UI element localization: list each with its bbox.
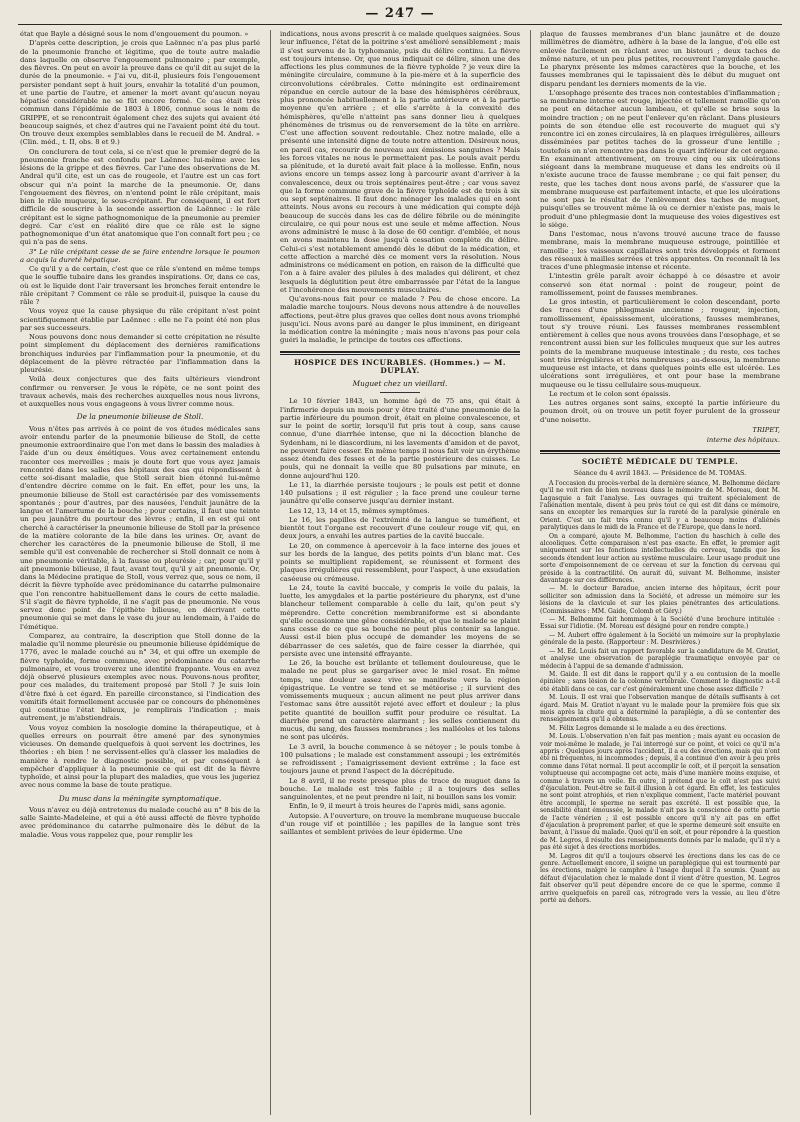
signature-title: interne des hôpitaux. — [706, 436, 780, 444]
paragraph: état que Bayle a désigné sous le nom d'engouement du poumon. » — [20, 30, 249, 38]
paragraph: Les 12, 13, 14 et 15, mêmes symptômes. — [289, 506, 430, 515]
paragraph: M. Félix Legros demande si le malade a eu des érections. — [549, 724, 727, 732]
paragraph: Qu'avons-nous fait pour ce malade ? Peu de chose encore. La maladie marche toujours. Nous devons nous attendre à de nouvelles affections, peut-être plus graves que celles dont nous avons triomphé jusqu'ici. Nous avons paré au danger le plus imminent, en dirigeant la médication contre la méningite ; mais nous n'avons pas pour cela guéri la maladie, le principe de toutes ces affections. — [280, 295, 520, 345]
paragraph: — M. Belhomme fait hommage à la Société d'une brochure intitulée : Essai sur l'idiotie. (M. Moreau est désigné pour en rendre compte.) — [540, 616, 780, 631]
section-title: HOSPICE DES INCURABLES. (Hommes.) — M. DUPLAY. — [294, 357, 506, 375]
paragraph: D'après cette description, je crois que Laënnec n'a pas plus parlé de la pneumonie franche et légitime, que de toute autre maladie dans laquelle on observe l'engouement pulmonaire ; par exemple, des fièvres. On peut en avoir la preuve dans ce qu'il dit au sujet de la durée de la pneumonie. « J'ai vu, dit-il, plusieurs fois l'engouement persister pendant sept à huit jours, envahir la totalité d'un poumon, et une partie de l'autre, et amener la mort avant qu'aucun noyau hépatisé considérable ne se fût encore formé. Ce cas était très commun dans l'épidémie de 1803 à 1806, connue sous le nom de GRIPPE, et se rencontrait également chez des sujets qui avaient été beaucoup saignés, et chez d'autres qui ne l'avaient point été du tout. On trouve deux exemples semblables dans le recueil de M. Andral. » (Clin. méd., t. II, obs. 8 et 9.) — [20, 39, 260, 147]
paragraph: — M. le docteur Baradue, ancien interne des hôpitaux, écrit pour solliciter son admission dans la Société, et adresse un mémoire sur les lésions de la clavicule et sur les plaies pénétrantes des articulations. (Commissaires : MM. Gaide, Colomb et Géry.) — [540, 585, 780, 615]
column-divider — [270, 30, 271, 1115]
paragraph: Le 20, on commence à apercevoir à la face interne des joues et sur les bords de la langue, des petits points d'un blanc mat. Ces points se multiplient rapidement, se réunissent et forment des plaques irrégulières qui ressemblent, pour l'aspect, à une exsudation caséeuse ou crémeuse. — [280, 541, 520, 583]
paragraph: On conclurera de tout cela, si ce n'est que le premier degré de la pneumonie franche est confondu par Laënnec lui-même avec les lésions de la grippe et des fièvres. Car l'une des observations de M. Andral qu'il cite, est un cas de rougeole, et l'autre est un cas fort obscur qui n'a point la marche de la pneumonie. Or, dans l'engouement des fièvres, on n'entend point le râle crépitant, mais bien le râle muqueux, le sous-crépitant. Par conséquent, il est fort difficile de souscrire à la seconde assertion de Laënnec : le râle crépitant est le signe pathognomonique de la pneumonie au premier degré. Car c'est en réalité dire que ce râle est le signe pathognomonique d'un état anatomique que l'on connaît fort peu ; ce qui n'a pas de sens. — [20, 147, 260, 247]
paragraph: Vous n'êtes pas arrivés à ce point de vos études médicales sans avoir entendu parler de la pneumonie bilieuse de Stoll, de cette pneumonie extraordinaire que l'on met dans le bassin des maladies à l'aide d'un ou deux émétiques. Vous avez certainement entendu raconter ces merveilles ; mais je doute fort que vous ayez jamais rencontré dans les salles des hôpitaux des cas qui répondissent à cette soi-disant maladie, que Stoll serait bien étonné lui-même d'entendre décrire comme on le fait. En effet, pour les uns, la pneumonie bilieuse de Stoll est caractérisée par des vomissements spontanés ; pour d'autres, par des nausées, l'enduit jaunâtre de la langue et l'amertume de la bouche ; pour certains, il faut une teinte un peu jaunâtre du pourtour des lèvres ; enfin, il en est qui ont cherché à caractériser la pneumonie bilieuse de Stoll par la présence de la matière colorante de la bile dans les urines. Or, avant de chercher les caractères de la pneumonie bilieuse de Stoll, il me semble qu'il est convenable de rechercher si Stoll donnait ce nom à une pneumonie véritable, à la fausse ou pleurésie ; car, pour qu'il y ait pneumonie bilieuse, il faut, avant tout, qu'il y ait pneumonie. Or, dans la Médecine pratique de Stoll, vous verrez que, sous ce nom, il décrit la fièvre typhoïde avec prédominance du catarrhe pulmonaire que l'on rencontre habituellement dans le cours de cette maladie. S'il s'agit de fièvre typhoïde, il ne s'agit pas de pneumonie. Ne vous servez donc point de l'épithète bilieuse, en décrivant cette pneumonie qui se met dans le vase du jour au lendemain, à l'aide de l'émétique. — [20, 424, 260, 631]
subheading: Du musc dans la méningite symptomatique. — [58, 793, 222, 803]
paragraph: Le 16, les papilles de l'extrémité de la langue se tuméfient, et bientôt tout l'organe est recouvert d'une couleur rouge vif, qui, en deux jours, a envahi les autres parties de la cavité buccale. — [280, 515, 520, 541]
paragraph: Le 3 avril, la bouche commence à se nétoyer ; le pouls tombe à 100 pulsations ; le malade est constamment assoupi ; les extrémités se refroidissent ; l'amaigrissement devient extrême ; la face est toujours jaune et prend l'aspect de la décrépitude. — [280, 742, 520, 776]
paragraph: M. Gaide. Il est dit dans le rapport qu'il y a eu contusion de la moelle épinière ; sans lésion de la colonne vertébrale. Comment le diagnostic a-t-il été établi dans ce cas, car c'est généralement une chose assez difficile ? — [540, 670, 780, 693]
section-title: SOCIÉTÉ MÉDICALE DU TEMPLE. — [581, 457, 739, 467]
paragraph: M. Louis. Il est vrai que l'observation manque de détails suffisants à cet égard. Mais M. Gratiot n'ayant vu le malade pour la première fois que six mois après la chute qui a déterminé la paraplégie, a dû se contenter des renseignements qu'il a obtenus. — [540, 694, 780, 724]
paragraph: Nous pouvons donc nous demander si cette crépitation ne résulte point simplement du déplacement des dernières ramifications bronchiques indurées par l'inflammation pour la pneumonie, et du déplacement de la plèvre rétractée par l'inflammation dans la pleurésie. — [20, 333, 260, 374]
header-rule — [18, 24, 782, 25]
minutes-text — [540, 480, 780, 905]
signature-name: TRIPET, — [752, 425, 780, 434]
paragraph: plaque de fausses membranes d'un blanc jaunâtre et de douze millimètres de diamètre, adhère à la base de la langue, d'où elle est enlevée facilement en râclant avec un bistouri ; deux taches de même nature, et un peu plus petites, recouvrent l'amygdale gauche. Le pharynx présente les mêmes caractères que la bouche, et les fausses membranes qui le tapissaient dès le début du muguet ont disparu pendant les derniers moments de la vie. — [540, 30, 780, 88]
subheading: De la pneumonie bilieuse de Stoll. — [76, 412, 204, 422]
section-rule — [280, 351, 520, 355]
paragraph: M. Louis. L'observation n'en fait pas mention ; mais ayant eu occasion de voir moi-même le malade, je l'ai interrogé sur ce point, et voici ce qu'il m'a appris : Quelques jours après l'accident, il a eu des érections, mais qui n'ont été ni fréquentes, ni incommodes ; depuis, il a continué d'en avoir à peu près comme dans l'état normal. Il peut accomplir le coït, et il perçoit la sensation voluptueuse qui accompagne cet acte, mais d'une manière moins exquise, et comme à travers un voile. En outre, il prétend que le coït n'est pas suivi d'éjaculation. Peut-être se fait-il illusion à cet égard. En effet, les testicules ne sont point atrophiés, et rien n'explique comment, l'acte matériel pouvant être accompli, le sperme ne serait pas excrété. Il est possible que, la sensibilité étant émoussée, le malade n'ait pas la conscience de cette partie de l'acte vénérien ; il est possible encore qu'il n'y ait pas en effet d'éjaculation à proprement parler, et que le sperme demeuré soit ensuite en bavant, à l'issue du malade. Quoi qu'il en soit, et pour répondre à la question de M. Legros, il résulte des renseignements donnés par le malade, qu'il n'y a pas été sujet à des érections morbides. — [540, 733, 780, 852]
paragraph: Comparez, au contraire, la description que Stoll donne de la maladie qu'il nomme pleurésie ou pneumonie bilieuse épidémique de 1776, avec le malade couché au n° 34, et qui offre un exemple de fièvre typhoïde, forme commune, avec prédominance du catarrhe pulmonaire, et vous trouverez une identité frappante. Vous en avez déjà observé plusieurs exemples avec nous. Pouvons-nous profiter, pour ces malades, du traitement proposé par Stoll ? Je suis loin d'être fixé à cet égard. En pareille circonstance, si l'indication des vomitifs était formellement accusée par ce concours de phénomènes qui constitue l'état bilieux, je remplirais l'indication ; mais autrement, je m'abstiendrais. — [20, 631, 260, 723]
column-divider — [530, 30, 531, 1115]
session-meta: Séance du 4 avril 1843. — Présidence de M. TOMAS. — [573, 468, 747, 477]
paragraph: Le 26, la bouche est brûlante et tellement douloureuse, que le malade ne peut plus se gargariser avec le miel rosat. En même temps, une douleur assez vive se manifeste vers la région épigastrique. Le ventre se tend et se météorise ; il survient des vomissements muqueux ; aucun aliment ne peut plus arriver dans l'estomac sans être aussitôt rejeté avec effort et douleur ; la plus petite quantité de bouillon suffit pour produire ce résultat. La diarrhée prend un caractère alarmant ; les selles contiennent du mucus, du sang, des fausses membranes ; les malléoles et les talons ne sont pas ulcérés. — [280, 659, 520, 742]
paragraph: Dans l'estomac, nous n'avons trouvé aucune trace de fausse membrane, mais la membrane muqueuse estrouge, pointillée et ramollie ; les vaisseaux capillaires sont très développés et forment des réseaux à mailles serrées et très apparentes. On reconnaît là les traces d'une phlegmasie intense et récente. — [540, 230, 780, 271]
paragraph: Le 8 avril, il ne reste presque plus de trace de muguet dans la bouche. Le malade est très faible ; il a toujours des selles sanguinolentes, et ne peut prendre ni lait, ni bouillon sans les vomir. — [280, 776, 520, 801]
divider — [380, 392, 420, 393]
paragraph: Vous n'avez eu déjà entretenus du malade couché au n° 8 bis de la salle Sainte-Madeleine, et qui a été aussi affecté de fièvre typhoïde avec prédominance du catarrhe pulmonaire dès le début de la maladie. Vous vous rappelez que, pour remplir les — [20, 805, 260, 839]
column-2 — [280, 30, 520, 1115]
paragraph: L'œsophage présente des traces non contestables d'inflammation ; sa membrane interne est rouge, injectée et tellement ramollie qu'on ne peut en détacher aucun lambeau, et qu'elle se brise sous la moindre traction ; on ne peut l'enlever qu'en râclant. Dans plusieurs points de son étendue elle est recouverte de muguet qui s'y rencontre ici en zones circulaires, là en plaques irrégulières, ailleurs disséminées par petites taches de la grosseur d'une lentille ; toutefois on n'en rencontre pas dans le quart inférieur de cet organe. En examinant attentivement, on trouve cinq ou six ulcérations siégeant dans la membrane muqueuse et dans les endroits où il n'existe aucune trace de fausse membrane ; ce qui fait penser, du reste, que les taches dont nous avons parlé, de s'assurer que la membrane muqueuse est parfaitement intacte, et que les ulcérations ne sont pas le résultat de l'enlèvement des taches de muguet, puisqu'elles se trouvent même là où ce dernier n'existe pas, mais le produit d'une phlegmasie dont la muqueuse des voies digestives est le siège. — [540, 88, 780, 229]
column-3 — [540, 30, 780, 1115]
paragraph: indications, nous avons prescrit à ce malade quelques saignées. Sous leur influence, l'état de la poitrine s'est amélioré sensiblement ; mais il s'est survenu de la typhomanie, puis du délire continu. La fièvre est toujours intense. Or, que nous indiquait ce délire, sinon une des affections les plus communes de la fièvre typhoïde ? je veux dire la méningite circulaire, commune à la pie-mère et à la superficie des circonvolutions cérébrales. Cette méningite est ordinairement répandue en cercle autour de la base des hémisphères cérébraux, plus prononcée habituellement à la partie antérieure et à la partie moyenne qu'en arrière ; et elle s'arrête à la convexité des hémisphères, qu'elle n'atteint pas sans donner lieu à quelques phénomènes de trismus ou de renversement de la tête en arrière. C'est une affection souvent redoutable. Chez notre malade, elle a présenté une intensité digne de toute notre attention. Désireux nous, en pareil cas, recourir de nouveau aux émissions sanguines ? Mais les forces vitales ne nous le permettaient pas. Le pouls avait perdu sa plénitude, et la dureté avait fait place à la mollesse. Enfin, nous avions encore un temps assez long à parcourir avant d'arriver à la convalescence, deux ou trois septénaires peut-être ; car vous savez que la forme commune grave de la fièvre typhoïde est de trois à six ou sept septénaires. Il faut donc ménager les malades qui en sont atteints. Nous avons eu recours à une médication qui compte déjà beaucoup de succès dans les cas de délire fébrile ou de méningite circulaire, ce qui pour nous est une seule et même affection. Nous avons administré le musc à la dose de 60 centigr. d'emblée, et nous en avons maintenu la dose jusqu'à cessation complète du délire. Celui-ci s'est notablement amendé dès le début de la médication, et cette affection a marché dès ce moment vers la résolution. Nous administrons ce médicament en potion, en raison de la difficulté que l'on a à faire avaler des pilules à des malades qui délirent, et chez lesquels la déglutition peut être embarrassée par l'état de la langue et l'incohérence des mouvements musculaires. — [280, 30, 520, 294]
paragraph: Vous voyez que la cause physique du râle crépitant n'est point scientifiquement établie par Laënnec : elle ne l'a point été non plus par ses successeurs. — [20, 307, 260, 332]
paragraph: Voilà deux conjectures que des faits ultérieurs viendront confirmer ou renverser. Je vous le répète, ce ne sont point des travaux achevés, mais des recherches auxquelles nous nous livrons, et auxquelles nous vous engageons à vous livrer comme nous. — [20, 375, 260, 408]
paragraph: L'intestin grêle paraît avoir échappé à ce désastre et avoir conservé son état normal : point de rougeur, point de ramollissement, point de fausses membranes. — [540, 272, 780, 297]
paragraph: 3° Le râle crépitant cesse de se faire entendre lorsque le poumon a acquis la dureté hépatique. — [20, 247, 260, 264]
section-rule — [540, 450, 780, 454]
paragraph: Enfin, le 9, il meurt à trois heures de l'après midi, sans agonie. — [289, 802, 507, 811]
paragraph: On a comparé, ajoute M. Belhomme, l'action du haschich à celle des alcooliques. Cette comparaison n'est pas exacte. En effet, le premier agit uniquement sur les fonctions intellectuelles du cerveau, tandis que les seconds étendent leur action au système musculaire. Leur usage produit une sorte d'empoisonnement de ce cerveau et sur la fonction du cerveau qui préside à la contractilité. On aurait dû, suivant M. Belhomme, insister davantage sur ces différences. — [540, 532, 780, 585]
subheading: Muguet chez un vieillard. — [352, 379, 448, 388]
paragraph: Vous voyez combien la nosologie domine la thérapeutique, et à quelles erreurs on pourrait être amené par des synonymies vicieuses. On demande quelquefois à quoi servent les doctrines, les théories : eh bien ! ne servissent-elles qu'à classer les maladies de manière à rendre le diagnostic possible, et par conséquent à empêcher d'appliquer à la pneumonie ce qui est dit de la fièvre typhoïde, et ainsi pour la plupart des maladies, que vous les jugeriez avec nous comme la base de toute pratique. — [20, 723, 260, 790]
paragraph: Le 24, toute la cavité buccale, y compris le voile du palais, la luette, les amygdales et la partie postérieure du pharynx, est d'une blancheur tellement comparable à celle du lait, qu'on peut s'y méprendre. Cette concrétion membraniforme est si abondante qu'elle occasionne une gêne considérable, et que le malade se plaint sans cesse de ce que sa bouche ne peut plus contenir sa langue. Aussi est-il bien plus occupé de demander les moyens de se débarrasser de ces saletés, que de faire cesser la diarrhée, qui persiste avec une intensité effrayante. — [280, 583, 520, 658]
paragraph: — M. Ed. Louis fait un rapport favorable sur la candidature de M. Gratiot, et analyse une observation de paraplégie traumatique envoyée par ce médecin à l'appui de sa demande d'admission. — [540, 647, 780, 670]
paragraph: A l'occasion du procès-verbal de la dernière séance, M. Belhomme déclare qu'il ne voit rien de bien nouveau dans le mémoire de M. Moreau, dont M. Lagasquie a fait l'analyse. Les ouvrages qui traitent spécialement de l'aliénation mentale, disent à peu près tout ce qui est dit dans ce mémoire, sans en excepter les remarques sur la rareté de la paralysie générale en Orient. C'est un fait très connu qu'il y a beaucoup moins d'aliénés paralytiques dans le midi de la France et de l'Europe, que dans le nord. — [540, 479, 780, 532]
paragraph: Ce qu'il y a de certain, c'est que ce râle s'entend en même temps que le souffle tubaire dans les grandes inspirations. Or, dans ce cas, où est le liquide dont l'air traversant les bronches ferait entendre le râle crépitant ? Comment ce râle se produit-il, puisque la cause du râle ? — [20, 265, 260, 306]
paragraph: Le 10 février 1843, un homme âgé de 75 ans, qui était à l'infirmerie depuis un mois pour y être traité d'une pneumonie de la partie inférieure du poumon droit, était en pleine convalescence, et sur le point de sortir, lorsqu'il fut pris tout à coup, sans cause connue, d'une diarrhée intense, que ni la décoction blanche de Sydenham, ni le diascordium, ni les lavements d'amidon et de pavot, ne peuvent faire cesser. En même temps il nous fait voir un érythème assez étendu des fesses et de la partie postérieure des cuisses. Le pouls, qui ne donnait la veille que 80 pulsations par minute, en donne aujourd'hui 120. — [280, 397, 520, 480]
page-number: — 247 — — [365, 6, 435, 21]
paragraph: Le 11, la diarrhée persiste toujours ; le pouls est petit et donne 140 pulsations ; il est régulier ; la face prend une couleur terne jaunâtre qu'elle conserve jusqu'au dernier instant. — [280, 480, 520, 506]
column-1 — [20, 30, 260, 1115]
paragraph: Les autres organes sont sains, excepté la partie inférieure du poumon droit, où on trouve un petit foyer purulent de la grosseur d'une noisette. — [540, 399, 780, 424]
paragraph: Autopsie. A l'ouverture, on trouve la membrane muqueuse buccale d'un rouge vif et pointillée ; les papilles de la langue sont très saillantes et semblent privées de leur épiderme. Une — [280, 811, 520, 836]
paragraph: — M. Aubert offre également à la Société un mémoire sur la prophylaxie générale de la peste. (Rapporteur : M. Desrivières.) — [540, 631, 780, 647]
paragraph: M. Legros dit qu'il a toujours observé les érections dans les cas de ce genre. Actuellement encore, il soigne un paraplégique qui est tourmenté par les érections, malgré le camphre à l'usage duquel il l'a soumis. Quant au défaut d'éjaculation chez le malade dont il vient d'être question, M. Legros fait observer qu'il peut dépendre encore de ce que le sperme, comme il arrive quelquefois en pareil cas, rétrograde vers la vessie, au lieu d'être porté au dehors. — [540, 852, 780, 905]
paragraph: Le rectum et le colon sont épaissis. — [549, 389, 671, 398]
paragraph: Le gros intestin, et particulièrement le colon descendant, porte des traces d'une phlegmasie ancienne ; rougeur, injection, ramollissement, épaississement, ulcérations, fausses membranes, tout s'y trouve réuni. Les fausses membranes ressemblent entièrement à celles que nous avons trouvées dans l'œsophage, et se rencontrent aussi bien sur les follicules muqueux que sur les autres points de la membrane muqueuse intestinale ; du reste, ces taches sont très irrégulières et très nombreuses ; au-dessous, la membrane muqueuse est intacte, et dans quelques points elle est ulcérée. Les ulcérations sont irrégulières, et ont pour base la membrane muqueuse ou le tissu cellulaire sous-muqueux. — [540, 298, 780, 389]
